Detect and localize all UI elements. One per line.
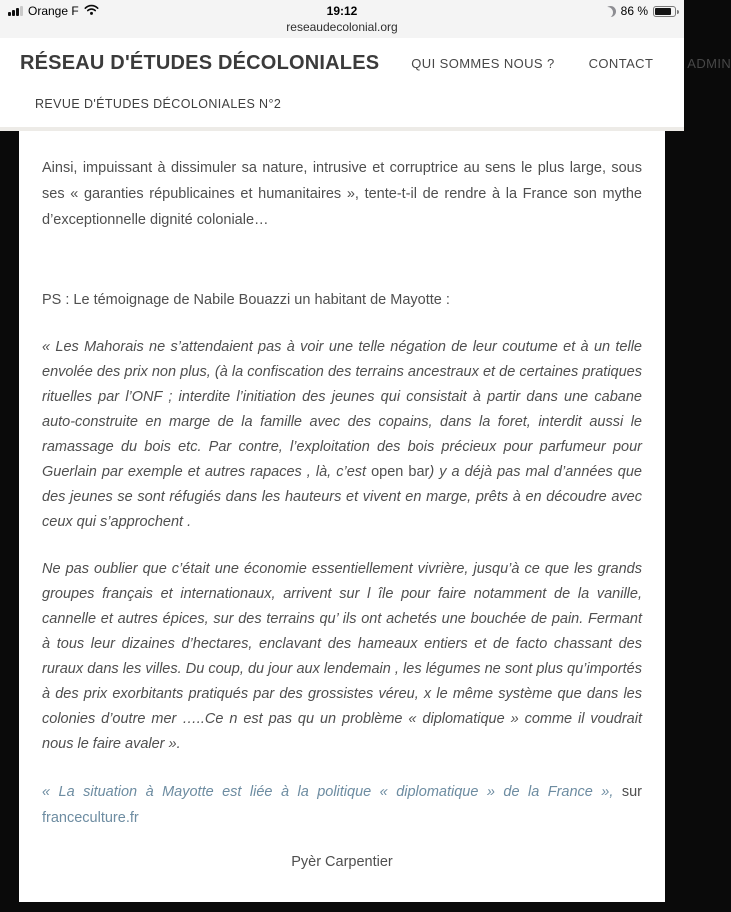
main-nav: [411, 56, 731, 71]
battery-percent: 86 %: [620, 4, 648, 18]
safari-url-bar[interactable]: [8, 19, 676, 36]
wifi-icon: [84, 4, 99, 18]
battery-fill: [655, 8, 671, 15]
paragraph-source-link: [42, 779, 642, 831]
nav-item-qui-sommes-nous[interactable]: QUI SOMMES NOUS ?: [411, 56, 555, 71]
article-sheet: [19, 131, 665, 902]
status-left: [8, 4, 158, 18]
status-row: [8, 3, 676, 19]
clock: 19:12: [326, 4, 358, 18]
site-title-link[interactable]: RÉSEAU D'ÉTUDES DÉCOLONIALES: [20, 52, 380, 74]
franceculture-article-link[interactable]: « La situation à Mayotte est liée à la politique « diplomatique » de la France »,: [42, 784, 614, 800]
author-name: Pyèr Carpentier: [291, 854, 393, 870]
quote-testimonial-2: Ne pas oublier que c’était une économie essentiellement vivrière, jusqu’à ce que les grands groupes français et internationaux, arrivent sur l île pour faire notamment de la vanille, cannelle et autres épices, sur des terrains qu’ ils ont achetés une bouchée de pain. Fermant à tous leur dizaines d’hectares, enclavant des hameaux entiers et de facto chassant des ruraux dans les villes. Du coup, du jour aux lendemain , les légumes ne sont plus qu’importés à des prix exorbitants pratiqués par des grossistes véreu, x le même système que dans les colonies d’outre mer …..Ce n est pas qu un problème « diplomatique » comme il voudrait nous le faire avaler ».: [42, 561, 642, 752]
quote-testimonial-1: [42, 335, 642, 535]
status-right: [526, 4, 676, 18]
paragraph-intro: Ainsi, impuissant à dissimuler sa nature, intrusive et corruptrice au sens le plus large, sous ses « garanties républicaines et humanitaires », tente-t-il de rendre à la France son mythe d’exceptionnelle dignité coloniale…: [42, 160, 642, 228]
carrier-label: Orange F: [28, 4, 79, 18]
cellular-signal-icon: [8, 6, 23, 16]
franceculture-url-link[interactable]: franceculture.fr: [42, 810, 139, 826]
nav-item-contact[interactable]: CONTACT: [588, 56, 654, 71]
nav-item-admin[interactable]: ADMIN: [687, 56, 731, 71]
header-top-row: [20, 52, 731, 75]
link-connector-text: sur: [613, 784, 643, 800]
page-background: [0, 131, 684, 912]
url-text: reseaudecolonial.org: [286, 20, 398, 34]
battery-icon: [653, 6, 676, 17]
header-sub-row: [20, 75, 664, 117]
quote-1-roman-segment: open bar: [371, 464, 430, 480]
quote-1-part-1: « Les Mahorais ne s’attendaient pas à voir une telle négation de leur coutume et à un telle envolée des prix non plus, (à la confiscation des terrains ancestraux et de certaines pratiques rituelles par l’ONF ; interdite l’initiation des jeunes qui consistait à partir dans une cabane auto-construite en marge de la famille avec des copains, dans la foret, interdit aussi le ramassage du bois etc. Par contre, l’exploitation des bois précieux pour parfumeur pour Guerlain par exemple et autres rapaces , là, c’est: [42, 339, 642, 480]
do-not-disturb-moon-icon: [605, 6, 616, 17]
paragraph-ps: PS : Le témoignage de Nabile Bouazzi un habitant de Mayotte :: [42, 292, 450, 308]
ios-status-bar: [0, 0, 684, 38]
nav-item-revue-n2[interactable]: REVUE D'ÉTUDES DÉCOLONIALES N°2: [35, 97, 282, 111]
quote-1-part-2: ) y a déjà pas mal d’années que des jeunes se sont réfugiés dans les hauteurs et vivent en marge, prêts à en découdre avec ceux qui s’approchent .: [42, 464, 642, 530]
site-header: [0, 38, 731, 131]
